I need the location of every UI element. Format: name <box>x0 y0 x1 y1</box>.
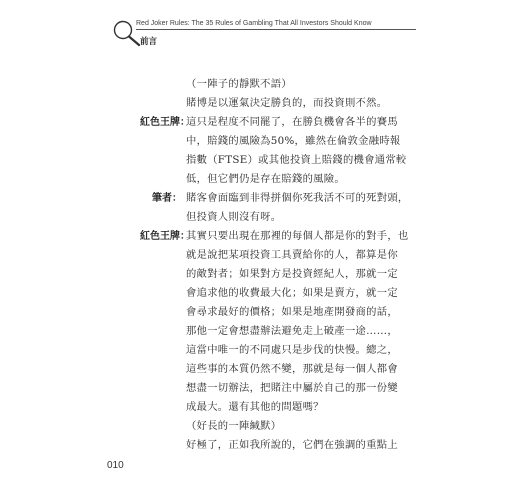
body-line: 賭客會面臨到非得拼個你死我活不可的死對頭， <box>186 192 409 204</box>
body-line: 會追求他的收費最大化；如果是賣方，就一定 <box>186 287 398 299</box>
body-line: 想盡一切辦法，把賭注中屬於自己的那一份變 <box>186 382 398 394</box>
body-line: 成最大。還有其他的問題嗎？ <box>186 401 324 413</box>
page-number: 010 <box>107 460 124 471</box>
body-line: 其實只要出現在那裡的每個人都是你的對手，也 <box>186 230 409 242</box>
book-title: Red Joker Rules: The 35 Rules of Gambling That All Investors Should Know <box>136 20 416 30</box>
body-line: （一陣子的靜默不語） <box>186 78 292 90</box>
body-line: 好極了，正如我所說的，它們在強調的重點上 <box>186 439 398 451</box>
body-line: （好長的一陣緘默） <box>186 420 282 432</box>
body-line: 但投資人則沒有呀。 <box>186 211 282 223</box>
speaker-label: 紅色王牌： <box>140 117 190 128</box>
body-line: 這只是程度不同罷了，在勝負機會各半的賽馬 <box>186 116 398 128</box>
body-line: 低，但它們仍是存在賠錢的風險。 <box>186 173 345 185</box>
body-line: 就是說把某項投資工具賣給你的人，都算是你 <box>186 249 398 261</box>
section-title: 前言 <box>140 37 158 47</box>
speaker-label: 筆者： <box>152 193 182 204</box>
page-header <box>0 0 520 60</box>
body-line: 指數（FTSE）或其他投資上賠錢的機會通常較 <box>186 154 407 166</box>
body-line: 賭博是以運氣決定勝負的，而投資則不然。 <box>186 97 388 109</box>
body-line: 中，賠錢的風險為50%，雖然在倫敦金融時報 <box>186 135 401 147</box>
body-line: 那他一定會想盡辦法避免走上破產一途……， <box>186 325 398 337</box>
body-line: 的敵對者；如果對方是投資經紀人，那就一定 <box>186 268 398 280</box>
body-line: 這當中唯一的不同處只是步伐的快慢。總之， <box>186 344 398 356</box>
body-line: 會尋求最好的價格；如果是地產開發商的話， <box>186 306 398 318</box>
body-line: 這些事的本質仍然不變，那就是每一個人都會 <box>186 363 398 375</box>
speaker-label: 紅色王牌： <box>140 231 190 242</box>
